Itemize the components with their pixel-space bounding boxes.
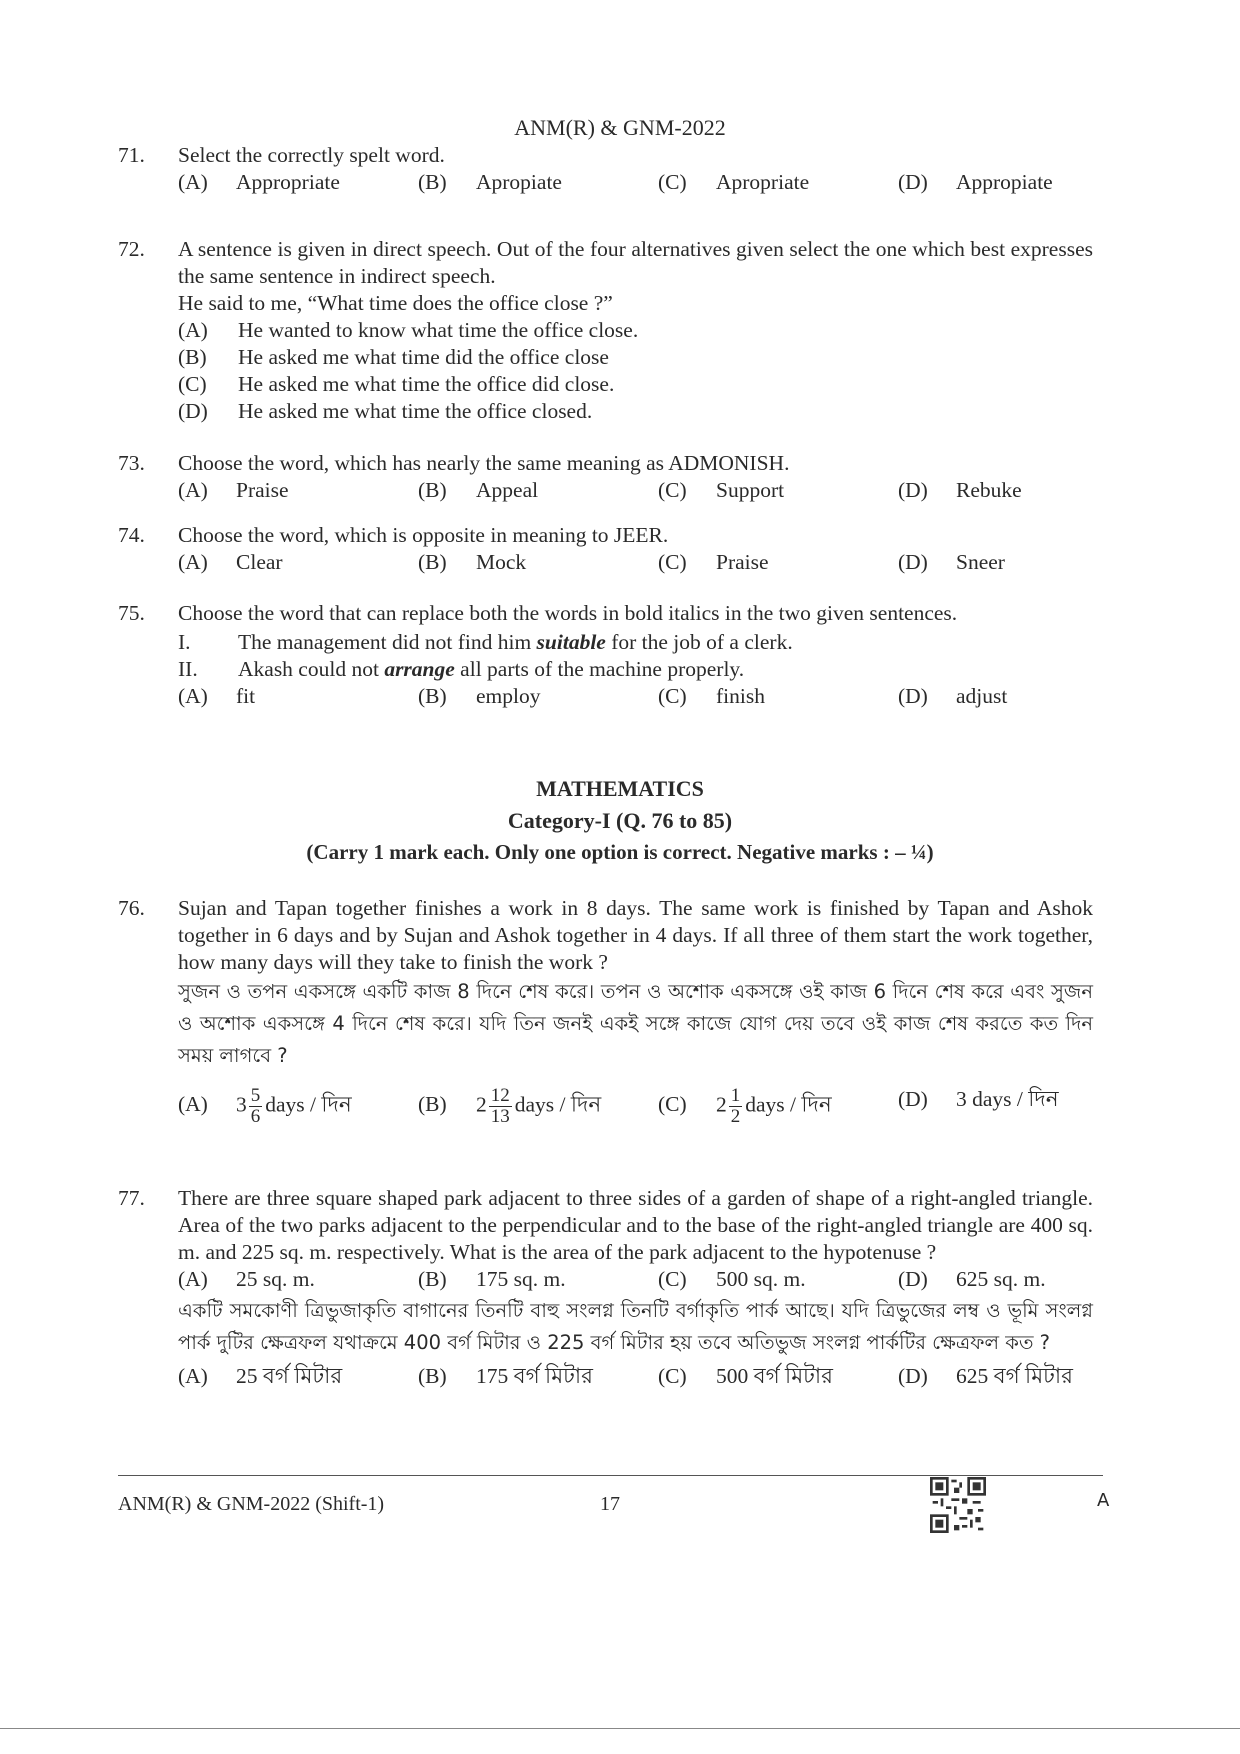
- option-a: (A) Praise: [178, 478, 289, 502]
- footer-divider: [118, 1475, 1103, 1476]
- question-quote: He said to me, “What time does the office close ?”: [178, 291, 613, 315]
- question-text: Choose the word that can replace both the words in bold italics in the two given sentences.: [178, 601, 958, 625]
- section-title: MATHEMATICS: [536, 776, 704, 801]
- option-c: (C) 500 sq. m.: [658, 1267, 806, 1291]
- question-73: [118, 450, 1093, 506]
- fraction: $\frac{12}{13}$: [490, 1085, 510, 1127]
- question-number: 71.: [118, 143, 145, 167]
- option-c: (C) finish: [658, 684, 765, 708]
- option-d: (D) Sneer: [898, 550, 1005, 574]
- options-row: [178, 1266, 1093, 1295]
- question-text-bengali: একটি সমকোণী ত্রিভুজাকৃতি বাগানের তিনটি বাহু সংলগ্ন তিনটি বর্গাকৃতি পার্ক আছে। যদি ত্রিভুজের লম্ব ও ভূমি সংলগ্ন পার্ক দুটির ক্ষেত্রফল যথাক্রমে 400 বর্গ মিটার ও 225 বর্গ মিটার হয় তবে অতিভুজ সংলগ্ন পার্কটির ক্ষেত্রফল কত ?: [178, 1299, 1093, 1354]
- question-number: 74.: [118, 523, 145, 547]
- option-b: (B) Apropiate: [418, 170, 562, 194]
- option-b: (B) 2 $\frac{12}{13}$ days / দিন: [418, 1085, 602, 1127]
- option-c: (C) 2 $\frac{1}{2}$ days / দিন: [658, 1085, 832, 1127]
- option-d: (D) Appropiate: [898, 170, 1053, 194]
- option-d-bengali: (D) 625 বর্গ মিটার: [898, 1364, 1073, 1388]
- options-row: [178, 683, 1093, 712]
- question-72: [118, 236, 1093, 425]
- option-c-bengali: (C) 500 বর্গ মিটার: [658, 1364, 833, 1388]
- options-row-bengali: [178, 1363, 1093, 1392]
- options-row: [178, 549, 1093, 578]
- option-a: (A) Appropriate: [178, 170, 340, 194]
- question-text: Sujan and Tapan together finishes a work in 8 days. The same work is finished by Tapan and Ashok together in 6 days and by Sujan and Ashok together in 4 days. If all three of them start the work together, how many days will they take to finish the work ?: [178, 896, 1093, 974]
- option-a: (A) fit: [178, 684, 256, 708]
- option-d: (D) adjust: [898, 684, 1008, 708]
- sentence-2: II. Akash could not arrange all parts of the machine properly.: [178, 657, 745, 681]
- option-c: (C) Support: [658, 478, 785, 502]
- option-b: (B) Appeal: [418, 478, 539, 502]
- option-a: (A) Clear: [178, 550, 283, 574]
- footer-exam-name: ANM(R) & GNM-2022 (Shift-1): [118, 1493, 385, 1515]
- option-a-bengali: (A) 25 বর্গ মিটার: [178, 1364, 343, 1388]
- option-b: (B) Mock: [418, 550, 527, 574]
- qr-code-icon: [930, 1477, 986, 1533]
- question-text-bengali: সুজন ও তপন একসঙ্গে একটি কাজ 8 দিনে শেষ করে। তপন ও অশোক একসঙ্গে ওই কাজ 6 দিনে শেষ করে এবং সুজন ও অশোক একসঙ্গে 4 দিনে শেষ করে। যদি তিন জনই একই সঙ্গে কাজে যোগ দেয় তবে ওই কাজ শেষ করতে কত দিন সময় লাগবে ?: [178, 980, 1093, 1067]
- options-row: [178, 1072, 1093, 1132]
- option-a: (A) 25 sq. m.: [178, 1267, 315, 1291]
- sentence-1: I. The management did not find him suitable for the job of a clerk.: [178, 630, 793, 654]
- question-74: [118, 522, 1093, 578]
- question-number: 73.: [118, 451, 145, 475]
- section-note: (Carry 1 mark each. Only one option is correct. Negative marks : – ¼): [306, 840, 934, 864]
- options-row: [178, 169, 1093, 198]
- page-number: 17: [600, 1493, 620, 1515]
- page-header: ANM(R) & GNM-2022: [514, 115, 726, 140]
- option-d: (D) 625 sq. m.: [898, 1267, 1046, 1291]
- scan-edge-line: [0, 1728, 1240, 1729]
- question-text: Select the correctly spelt word.: [178, 143, 445, 167]
- option-b-bengali: (B) 175 বর্গ মিটার: [418, 1364, 593, 1388]
- sentence-list: [178, 629, 1093, 683]
- fraction: $\frac{5}{6}$: [250, 1085, 261, 1127]
- option-a: (A) He wanted to know what time the office close.: [178, 318, 639, 342]
- question-text: Choose the word, which is opposite in meaning to JEER.: [178, 523, 669, 547]
- option-b: (B) employ: [418, 684, 541, 708]
- question-71: [118, 142, 1093, 198]
- question-text: Choose the word, which has nearly the same meaning as ADMONISH.: [178, 451, 790, 475]
- option-b: (B) He asked me what time did the office close: [178, 345, 609, 369]
- question-number: 72.: [118, 237, 145, 261]
- question-77: [118, 1185, 1093, 1392]
- question-76: [118, 895, 1093, 1132]
- option-b: (B) 175 sq. m.: [418, 1267, 566, 1291]
- question-number: 76.: [118, 896, 145, 920]
- options-row: [178, 477, 1093, 506]
- section-category: Category-I (Q. 76 to 85): [507, 808, 733, 833]
- question-number: 75.: [118, 601, 145, 625]
- option-c: (C) Praise: [658, 550, 769, 574]
- question-set-letter: A: [1097, 1490, 1110, 1511]
- option-c: (C) He asked me what time the office did close.: [178, 372, 615, 396]
- question-75: [118, 600, 1093, 712]
- option-d: (D) He asked me what time the office closed.: [178, 399, 593, 423]
- option-a: (A) 3 $\frac{5}{6}$ days / দিন: [178, 1085, 352, 1127]
- fraction: $\frac{1}{2}$: [730, 1085, 741, 1127]
- question-text: There are three square shaped park adjacent to three sides of a garden of shape of a right-angled triangle. Area of the two parks adjacent to the perpendicular and to the base of the right-angled triangle are 400 sq. m. and 225 sq. m. respectively. What is the area of the park adjacent to the hypotenuse ?: [178, 1186, 1093, 1264]
- question-text: A sentence is given in direct speech. Out of the four alternatives given select the one which best expresses the same sentence in indirect speech.: [178, 237, 1093, 288]
- option-d: (D) 3 days / দিন: [898, 1087, 1059, 1111]
- question-number: 77.: [118, 1186, 145, 1210]
- option-d: (D) Rebuke: [898, 478, 1022, 502]
- options-list: [178, 317, 1093, 425]
- option-c: (C) Apropriate: [658, 170, 810, 194]
